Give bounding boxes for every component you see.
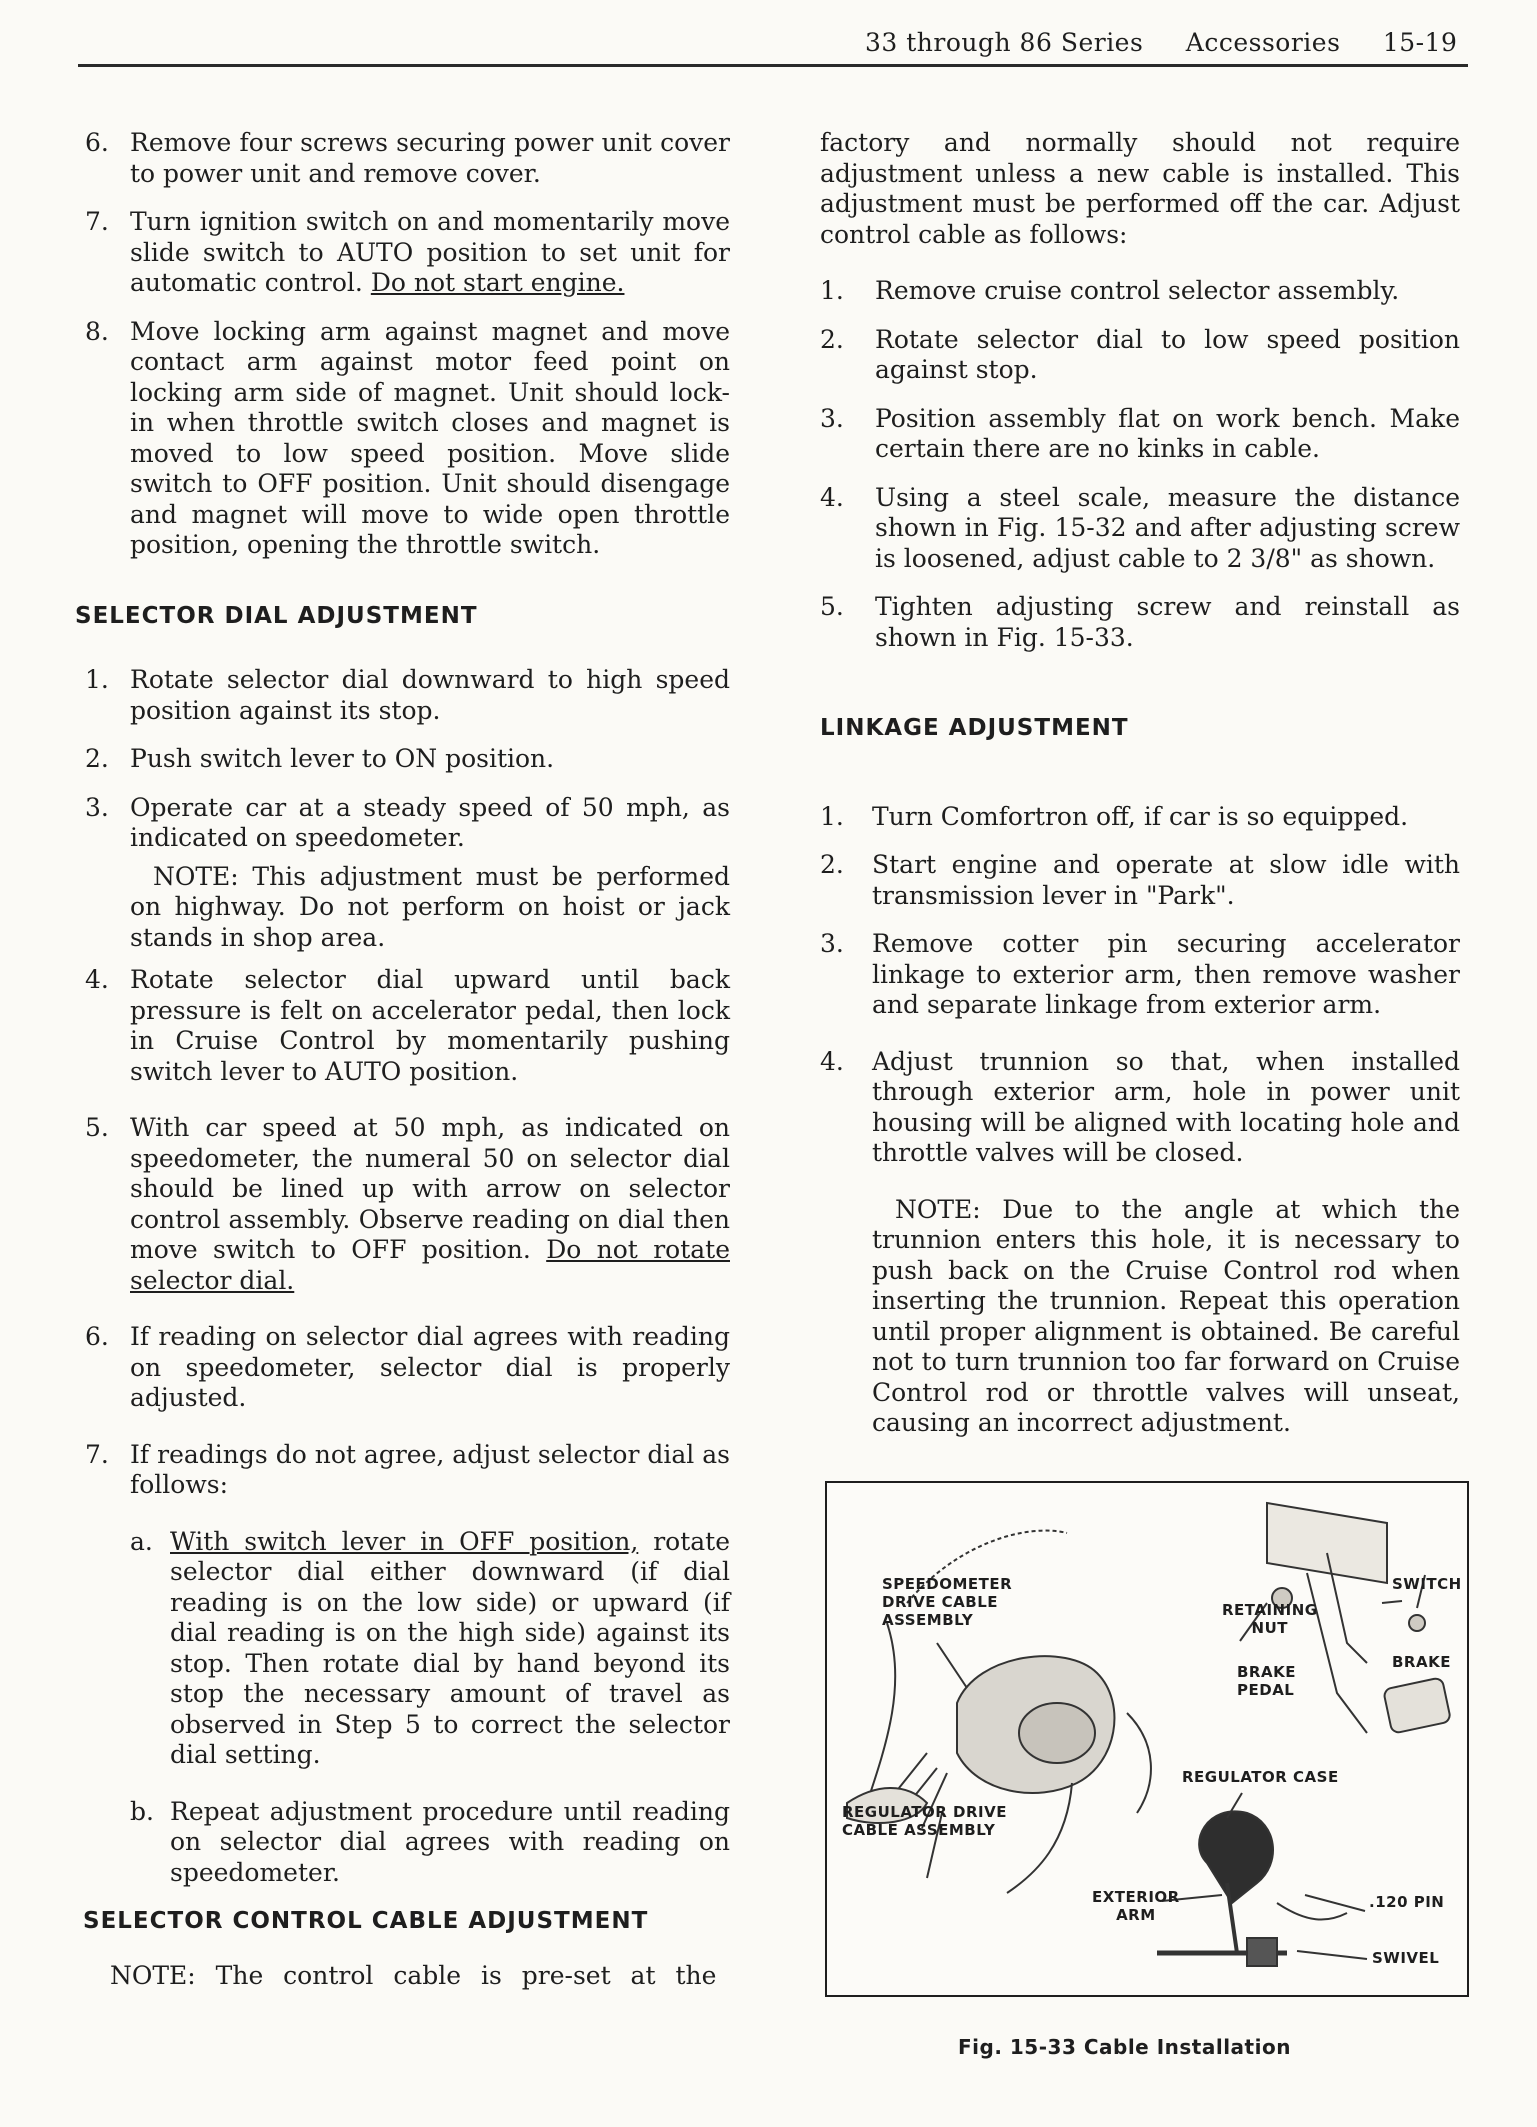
step-text: Using a steel scale, measure the distance shown in Fig. 15-32 and after adjusting screw is loosened, adjust cable to 2 3/8" as shown.: [875, 482, 1460, 573]
step-number: 3.: [820, 403, 844, 433]
header-series: 33 through 86 Series: [865, 28, 1144, 57]
step-text: Rotate selector dial downward to high speed position against its stop.: [130, 665, 730, 725]
label-line: ARM: [1116, 1906, 1156, 1924]
label-line: BRAKE: [1237, 1663, 1296, 1681]
label-line: DRIVE CABLE: [882, 1593, 999, 1611]
step-text: Turn Comfortron off, if car is so equipped.: [872, 801, 1409, 831]
step-text: Adjust trunnion so that, when installed through exterior arm, hole in power unit housing will be aligned with locating hole and throttle valves will be closed.: [872, 1046, 1460, 1167]
step-text: Position assembly flat on work bench. Make certain there are no kinks in cable.: [875, 403, 1460, 463]
cable-step-4: [820, 483, 1460, 575]
label-regulator-drive-cable: [842, 1803, 1007, 1839]
warning-underlined: Do not start engine.: [370, 268, 625, 297]
step-number: 7.: [85, 1439, 109, 1469]
label-retaining-nut: [1222, 1601, 1318, 1637]
sub-step-letter: b.: [130, 1796, 154, 1826]
step-number: 4.: [85, 965, 109, 994]
cable-step-2: [820, 325, 1460, 386]
label-120-pin: .120 PIN: [1369, 1893, 1445, 1911]
header-section: Accessories: [1185, 28, 1341, 57]
step-text: Remove four screws securing power unit cover to power unit and remove cover.: [130, 128, 730, 188]
step-number: 1.: [85, 665, 109, 694]
step-text: Rotate selector dial to low speed position against stop.: [875, 324, 1460, 384]
figure-cable-installation: [825, 1481, 1469, 1997]
step-text: Remove cotter pin securing accelerator linkage to exterior arm, then remove washer and separate linkage from exterior arm.: [872, 929, 1460, 1019]
sub-step-text: rotate selector dial either downward (if dial reading is on the low side) or upward (if dial reading is on the high side) against its stop. Then rotate dial by hand beyond its stop the necessary amount of travel as observed in Step 5 to correct the selector dial setting.: [170, 1526, 730, 1769]
cable-note: NOTE: The control cable is pre-set at the: [110, 1960, 717, 1990]
step-number: 2.: [820, 324, 844, 354]
cable-adjustment-heading: SELECTOR CONTROL CABLE ADJUSTMENT: [83, 1908, 649, 1934]
right-column: [820, 128, 1460, 1451]
warning-underlined: Do not rotate selector dial.: [130, 1235, 730, 1295]
step-text: Turn ignition switch on and momentarily move slide switch to AUTO position to set unit for automatic control.: [130, 207, 730, 297]
label-exterior-arm: [1092, 1888, 1180, 1924]
header-page-number: 15-19: [1382, 28, 1458, 57]
step-number: 5.: [820, 592, 844, 621]
step-6-remove-screws: [85, 128, 730, 189]
step-8-locking-arm: [85, 317, 730, 561]
sel-step-3: [85, 793, 730, 854]
label-line: NUT: [1251, 1619, 1289, 1637]
link-step-2: [820, 850, 1460, 911]
sub-step-a: [130, 1527, 730, 1771]
step-number: 2.: [85, 744, 109, 773]
step-text: Push switch lever to ON position.: [130, 744, 555, 773]
sub-step-letter: a.: [130, 1526, 153, 1556]
sub-step-underlined: With switch lever in OFF position,: [170, 1526, 639, 1556]
sub-step-b: [130, 1797, 730, 1889]
step-number: 5.: [85, 1113, 109, 1142]
label-line: REGULATOR DRIVE: [842, 1803, 1007, 1821]
label-swivel: SWIVEL: [1372, 1949, 1440, 1967]
label-brake: BRAKE: [1392, 1653, 1451, 1671]
step-number: 1.: [820, 801, 844, 831]
label-speedometer-cable: [882, 1575, 1012, 1629]
label-line: SPEEDOMETER: [882, 1575, 1013, 1593]
sel-step-4: [85, 965, 730, 1087]
label-line: CABLE ASSEMBLY: [842, 1821, 996, 1839]
label-line: ASSEMBLY: [882, 1611, 974, 1629]
link-step-1: [820, 802, 1460, 833]
step-text: Start engine and operate at slow idle with transmission lever in "Park".: [872, 850, 1460, 910]
step-7-ignition: [85, 207, 730, 299]
step-number: 7.: [85, 207, 109, 236]
step-text: If readings do not agree, adjust selector dial as follows:: [130, 1439, 730, 1499]
cable-step-1: [820, 276, 1460, 307]
sel-step-7: [85, 1440, 730, 1501]
cable-intro: factory and normally should not require adjustment unless a new cable is installed. This adjustment must be performed off the car. Adjust control cable as follows:: [820, 128, 1460, 249]
step-number: 8.: [85, 316, 109, 346]
step-number: 4.: [820, 1046, 844, 1076]
label-line: EXTERIOR: [1092, 1888, 1180, 1906]
step-text: If reading on selector dial agrees with reading on speedometer, selector dial is properly adjusted.: [130, 1322, 730, 1412]
label-brake-pedal: [1237, 1663, 1296, 1699]
sub-steps: [85, 1527, 730, 1889]
link-step-4: [820, 1047, 1460, 1169]
label-line: RETAINING: [1222, 1601, 1318, 1619]
label-regulator-case: REGULATOR CASE: [1182, 1768, 1339, 1786]
trunnion-note: NOTE: Due to the angle at which the trunnion enters this hole, it is necessary to push back on the Cruise Control rod when inserting the trunnion. Repeat this operation until proper alignment is obtained. Be careful not to turn trunnion too far forward on Cruise Control rod or throttle valves will unseat, causing an incorrect adjustment.: [872, 1194, 1460, 1437]
header-rule: [78, 64, 1468, 67]
step-text: Move locking arm against magnet and move contact arm against motor feed point on locking arm side of magnet. Unit should lock-in when throttle switch closes and magnet is moved to low speed position. Move slide switch to OFF position. Unit should disengage and magnet will move to wide open throttle position, opening the throttle switch.: [130, 316, 730, 559]
step-text: Rotate selector dial upward until back pressure is felt on accelerator pedal, then lock in Cruise Control by momentarily pushing switch lever to AUTO position.: [130, 965, 730, 1086]
step-number: 3.: [820, 929, 844, 958]
step-number: 6.: [85, 1322, 109, 1351]
step-text: Tighten adjusting screw and reinstall as shown in Fig. 15-33.: [875, 592, 1460, 652]
sel-step-1: [85, 665, 730, 726]
step-number: 3.: [85, 792, 109, 822]
step-number: 2.: [820, 850, 844, 879]
page-header: [865, 28, 1457, 57]
sel-step-2: [85, 744, 730, 775]
selector-dial-heading: SELECTOR DIAL ADJUSTMENT: [75, 602, 478, 629]
sub-step-text: Repeat adjustment procedure until reading on selector dial agrees with reading on speedometer.: [170, 1796, 730, 1887]
cable-step-3: [820, 404, 1460, 465]
step-number: 1.: [820, 276, 844, 305]
figure-caption: Fig. 15-33 Cable Installation: [958, 2035, 1291, 2059]
left-column: [75, 128, 730, 1991]
label-line: PEDAL: [1237, 1681, 1295, 1699]
linkage-adjustment-heading: LINKAGE ADJUSTMENT: [820, 715, 1129, 741]
link-step-3: [820, 929, 1460, 1021]
highway-note: NOTE: This adjustment must be performed on highway. Do not perform on hoist or jack stands in shop area.: [130, 861, 730, 952]
step-number: 4.: [820, 482, 844, 512]
step-text: Remove cruise control selector assembly.: [875, 276, 1400, 305]
cable-step-5: [820, 592, 1460, 653]
label-switch: SWITCH: [1392, 1575, 1462, 1593]
step-number: 6.: [85, 128, 109, 157]
sel-step-6: [85, 1322, 730, 1414]
step-text: Operate car at a steady speed of 50 mph, as indicated on speedometer.: [130, 792, 730, 852]
sel-step-5: [85, 1113, 730, 1296]
step-text: With car speed at 50 mph, as indicated on speedometer, the numeral 50 on selector dial should be lined up with arrow on selector control assembly. Observe reading on dial then move switch to OFF position.: [130, 1113, 730, 1264]
